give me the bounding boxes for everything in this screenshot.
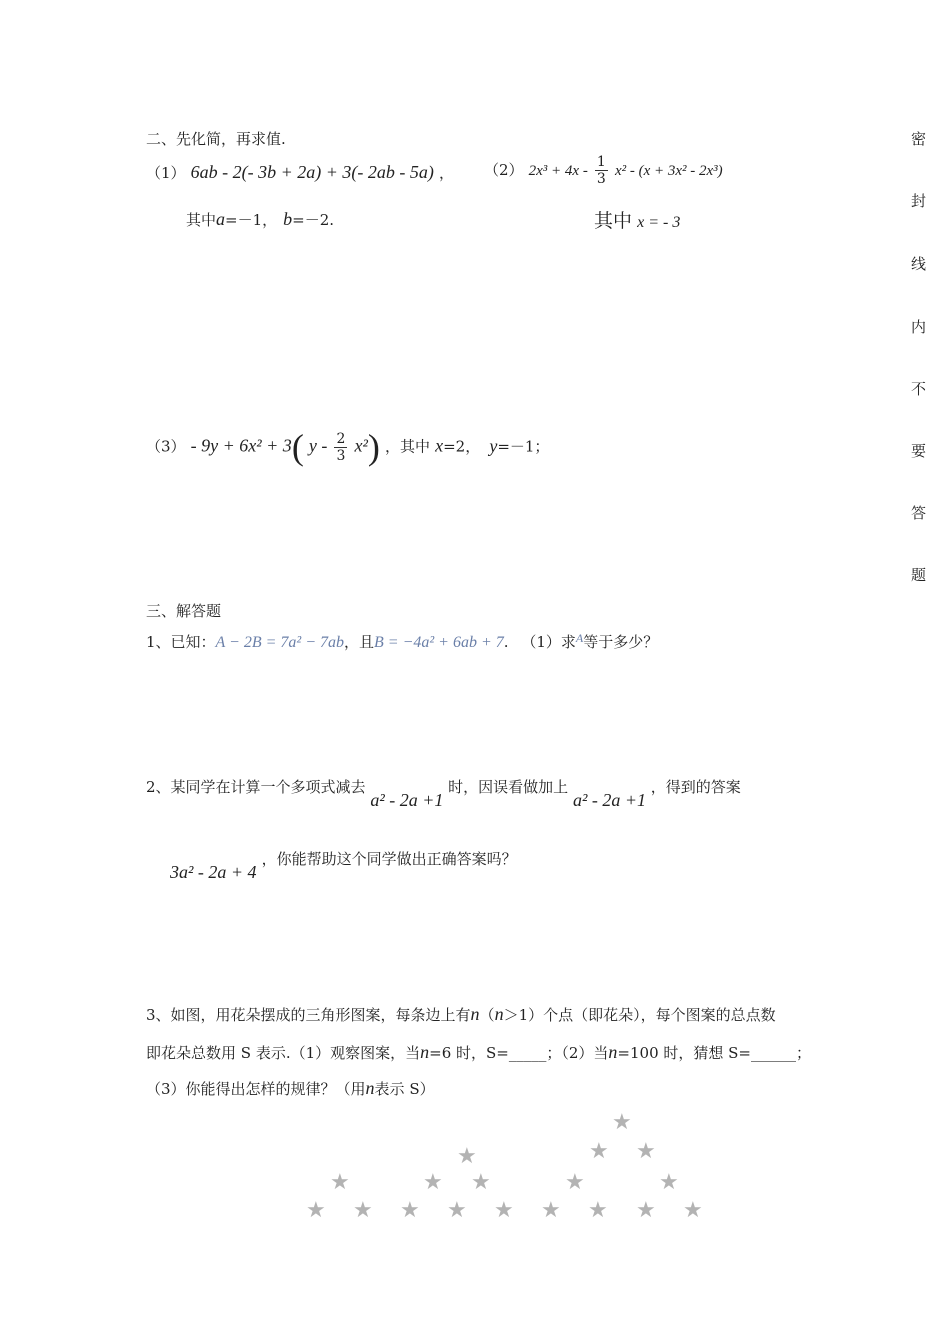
- variable: b: [283, 209, 293, 229]
- variable: n: [365, 1078, 375, 1098]
- math-expression: 2x³ + 4x -: [528, 163, 588, 179]
- math-expression: x²: [354, 435, 368, 456]
- side-char: 线: [911, 255, 927, 273]
- condition-value: x = - 3: [637, 214, 681, 231]
- flower-star-icon: ★: [306, 1198, 326, 1223]
- flower-star-icon: ★: [588, 1198, 608, 1223]
- condition-value: =－2.: [292, 211, 335, 229]
- fraction-denominator: 3: [336, 447, 346, 464]
- section-heading: 二、先化简，再求值.: [146, 130, 286, 148]
- big-paren: ): [367, 427, 380, 467]
- side-char: 封: [911, 192, 927, 210]
- question-text: ，得到的答案: [650, 778, 741, 796]
- question-text: 时，因误看做加上: [448, 778, 569, 796]
- question-text: 1、已知：: [146, 633, 216, 651]
- flower-star-icon: ★: [457, 1144, 477, 1169]
- problem-2: [484, 154, 723, 187]
- fraction: [334, 431, 347, 464]
- fraction-denominator: 3: [596, 171, 606, 187]
- flower-star-icon: ★: [565, 1170, 585, 1195]
- question-3-line1: [146, 1004, 776, 1025]
- question-text: 即花朵总数用 S 表示.（1）观察图案，当: [146, 1044, 421, 1062]
- condition-value: =2，: [443, 437, 481, 456]
- big-paren: (: [291, 427, 304, 467]
- problem-3: [146, 426, 549, 468]
- section-heading: 三、解答题: [146, 602, 222, 620]
- math-expression: 3a² - 2a + 4: [170, 862, 257, 882]
- question-text: （: [479, 1006, 495, 1024]
- math-expression: - 9y + 6x² + 3: [190, 435, 292, 456]
- question-text: =100 时，猜想 S=______；: [617, 1044, 812, 1062]
- question-2: [146, 776, 741, 810]
- flower-star-icon: ★: [636, 1139, 656, 1164]
- variable: a: [216, 209, 226, 229]
- problem-1-condition: [186, 209, 334, 230]
- question-3-line3: [146, 1078, 435, 1099]
- side-char: 内: [911, 318, 927, 336]
- flower-star-icon: ★: [659, 1170, 679, 1195]
- problem-label: （1）: [146, 164, 186, 182]
- side-char: 答: [911, 504, 927, 522]
- math-expression: 6ab - 2(- 3b + 2a) + 3(- 2ab - 5a): [190, 162, 434, 182]
- flower-star-icon: ★: [589, 1139, 609, 1164]
- flower-star-icon: ★: [447, 1198, 467, 1223]
- side-char: 不: [911, 380, 927, 398]
- flower-star-icon: ★: [683, 1198, 703, 1223]
- question-3-line2: [146, 1042, 811, 1063]
- flower-star-icon: ★: [471, 1170, 491, 1195]
- problem-label: （2）: [484, 161, 524, 179]
- question-text: ，且: [344, 633, 375, 651]
- variable: n: [494, 1004, 504, 1024]
- problem-2-condition: [594, 206, 680, 233]
- side-char: 要: [911, 442, 927, 460]
- question-text: （1）求: [521, 633, 576, 651]
- variable: n: [608, 1042, 618, 1062]
- question-text: 3、如图，用花朵摆成的三角形图案，每条边上有: [146, 1006, 471, 1024]
- side-char: 密: [911, 130, 927, 148]
- side-char: 题: [911, 566, 927, 584]
- problem-1: [146, 162, 454, 183]
- flower-star-icon: ★: [541, 1198, 561, 1223]
- flower-star-icon: ★: [612, 1110, 632, 1135]
- math-expression: x² - (x + 3x² - 2x³): [614, 163, 723, 179]
- condition-prefix: 其中: [186, 211, 217, 229]
- equation-image: B = −4a² + 6ab + 7: [374, 634, 504, 651]
- condition-value: =－1，: [225, 211, 278, 229]
- question-2-line2: [170, 848, 517, 882]
- punctuation: ，: [438, 164, 454, 182]
- question-text: 表示 S）: [374, 1080, 435, 1098]
- math-expression: a² - 2a +1: [370, 790, 444, 810]
- variable: n: [470, 1004, 480, 1024]
- question-text: .: [503, 633, 509, 651]
- condition-value: =－1；: [497, 437, 550, 456]
- condition-prefix: 其中: [594, 210, 633, 232]
- flower-star-icon: ★: [494, 1198, 514, 1223]
- question-text: =6 时，S=_____；（2）当: [429, 1044, 609, 1062]
- problem-label: （3）: [146, 437, 186, 456]
- variable: y: [489, 435, 498, 456]
- variable: A: [575, 631, 584, 645]
- fraction-numerator: 1: [596, 154, 606, 170]
- condition-prefix: ，其中: [384, 437, 430, 456]
- variable: x: [435, 435, 444, 456]
- flower-star-icon: ★: [423, 1170, 443, 1195]
- question-1: [146, 631, 658, 652]
- question-text: （3）你能得出怎样的规律？（用: [146, 1080, 366, 1098]
- fraction: [595, 154, 608, 187]
- flower-star-icon: ★: [353, 1198, 373, 1223]
- fraction-numerator: 2: [336, 430, 346, 447]
- flower-star-icon: ★: [330, 1170, 350, 1195]
- question-text: 2、某同学在计算一个多项式减去: [146, 778, 366, 796]
- flower-star-icon: ★: [636, 1198, 656, 1223]
- question-text: ＞1）个点（即花朵），每个图案的总点数: [503, 1006, 776, 1024]
- question-text: 等于多少？: [583, 633, 659, 651]
- math-expression: y -: [308, 435, 328, 456]
- math-expression: a² - 2a +1: [572, 790, 646, 810]
- variable: n: [420, 1042, 430, 1062]
- flower-star-icon: ★: [400, 1198, 420, 1223]
- question-text: ，你能帮助这个同学做出正确答案吗？: [261, 850, 517, 868]
- equation-image: A − 2B = 7a² − 7ab: [215, 634, 344, 651]
